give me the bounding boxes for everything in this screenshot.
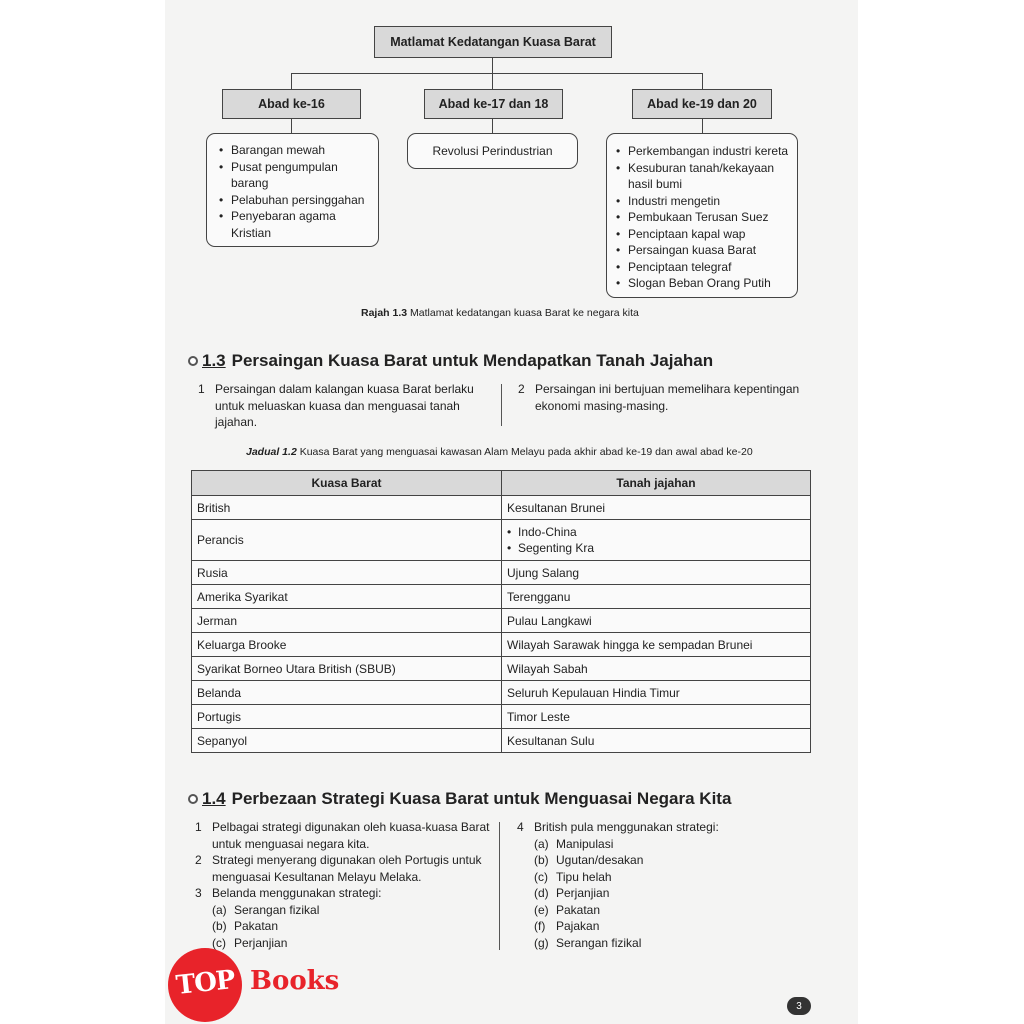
connector-line (291, 73, 292, 89)
paragraph (195, 852, 495, 885)
list-item-text: Pakatan (556, 902, 601, 917)
branch-content-box (407, 133, 578, 169)
list-item-text: Ugutan/desakan (556, 853, 644, 867)
list-item-label: (a) (534, 836, 549, 851)
strategy-list (195, 902, 495, 952)
paragraph (195, 819, 495, 852)
section-title: Persaingan Kuasa Barat untuk Mendapatkan Tanah Jajahan (231, 351, 714, 370)
list-item-text: Serangan fizikal (234, 902, 320, 917)
list-item (534, 885, 807, 902)
page-number: 3 (796, 1000, 802, 1012)
list-item (212, 902, 495, 919)
list-item (534, 852, 807, 869)
list-item-label: (c) (534, 869, 548, 884)
list-item-text: Pakatan (234, 919, 279, 933)
figure-caption-text: Matlamat kedatangan kuasa Barat ke negara kita (410, 307, 639, 319)
table-cell-power: Sepanyol (192, 729, 502, 753)
branch-item: Revolusi Perindustrian (432, 143, 553, 158)
list-item-label: (b) (212, 919, 227, 933)
list-item (534, 869, 807, 886)
figure-caption (361, 307, 639, 319)
topbooks-logo (168, 948, 348, 1022)
paragraph (518, 381, 808, 414)
section-title: Perbezaan Strategi Kuasa Barat untuk Menguasai Negara Kita (231, 789, 732, 808)
list-item-text: Serangan fizikal (556, 935, 642, 950)
table-cell-territory: Kesultanan Brunei (502, 496, 811, 520)
list-item-text: Tipu helah (556, 869, 612, 884)
section-bullet-icon (188, 356, 198, 366)
branch-title-box (424, 89, 563, 119)
paragraph (195, 885, 495, 951)
section-number: 1.4 (202, 789, 226, 808)
column-divider (501, 384, 502, 426)
territory-item: • Segenting Kra (507, 540, 805, 556)
branch-item: • Kesuburan tanah/kekayaan hasil bumi (616, 160, 789, 193)
table-cell-territory: Timor Leste (502, 705, 811, 729)
paragraph (198, 381, 488, 431)
table-cell-power: Portugis (192, 705, 502, 729)
list-item (534, 918, 807, 935)
branch-item: • Barangan mewah (219, 142, 368, 159)
connector-line (492, 119, 493, 133)
table-header-cell: Tanah jajahan (502, 471, 811, 496)
table-cell-territory: Kesultanan Sulu (502, 729, 811, 753)
section-heading (188, 789, 731, 809)
branch-title-label: Abad ke-17 dan 18 (438, 97, 549, 111)
list-item (534, 935, 807, 952)
paragraph-text: Strategi menyerang digunakan oleh Portugis untuk menguasai Kesultanan Melayu Melaka. (212, 853, 482, 884)
branch-item: • Pelabuhan persinggahan (219, 192, 368, 209)
branch-title-box (222, 89, 361, 119)
branch-item: • Persaingan kuasa Barat (616, 242, 789, 259)
table-cell-territory: Pulau Langkawi (502, 609, 811, 633)
branch-title-label: Abad ke-16 (258, 97, 325, 111)
section-bullet-icon (188, 794, 198, 804)
paragraph-text: Pelbagai strategi digunakan oleh kuasa-kuasa Barat untuk menguasai negara kita. (212, 820, 490, 851)
diagram-root-box (374, 26, 612, 58)
table-row (192, 633, 811, 657)
table-cell-territory: Wilayah Sarawak hingga ke sempadan Brunei (502, 633, 811, 657)
table-cell-territory: Seluruh Kepulauan Hindia Timur (502, 681, 811, 705)
paragraph-text: British pula menggunakan strategi: (534, 820, 719, 834)
branch-title-box (632, 89, 772, 119)
list-item (534, 836, 807, 853)
connector-line (291, 73, 703, 74)
list-item-text: Manipulasi (556, 836, 614, 851)
branch-item: • Perkembangan industri kereta (616, 143, 789, 160)
table-cell-power: Amerika Syarikat (192, 585, 502, 609)
list-item-label: (f) (534, 919, 546, 933)
paragraph-number: 2 (518, 382, 525, 396)
connector-line (702, 119, 703, 133)
list-item-label: (a) (212, 902, 227, 917)
table-row (192, 609, 811, 633)
territory-item: • Indo-China (507, 524, 805, 540)
branch-item: • Penciptaan telegraf (616, 259, 789, 276)
branch-item: • Industri mengetin (616, 193, 789, 210)
page-number-badge (787, 997, 811, 1015)
branch-item: • Pembukaan Terusan Suez (616, 209, 789, 226)
list-item-text: Perjanjian (556, 886, 610, 900)
list-item (212, 918, 495, 935)
branch-content-box (206, 133, 379, 247)
column-divider (499, 822, 500, 950)
data-table (191, 470, 811, 753)
table-cell-power: Keluarga Brooke (192, 633, 502, 657)
list-item-text: Pajakan (556, 919, 600, 933)
branch-title-label: Abad ke-19 dan 20 (647, 97, 757, 111)
table-header-cell: Kuasa Barat (192, 471, 502, 496)
branch-item: • Penciptaan kapal wap (616, 226, 789, 243)
table-cell-territory (502, 520, 811, 561)
list-item-text: Perjanjian (234, 935, 288, 950)
branch-item: • Penyebaran agama Kristian (219, 208, 368, 241)
paragraph-text: Belanda menggunakan strategi: (212, 886, 382, 900)
branch-item: • Slogan Beban Orang Putih (616, 275, 789, 292)
paragraph-text: Persaingan dalam kalangan kuasa Barat berlaku untuk meluaskan kuasa dan menguasai tanah jajahan. (215, 382, 474, 429)
paragraph-number: 1 (198, 382, 205, 396)
table-row (192, 496, 811, 520)
figure-caption-label: Rajah 1.3 (361, 307, 408, 319)
list-item-label: (e) (534, 902, 549, 917)
logo-top-text: TOP (174, 965, 236, 1001)
section-heading (188, 351, 713, 371)
paragraph (517, 819, 807, 951)
connector-line (492, 73, 493, 89)
table-caption-text: Kuasa Barat yang menguasai kawasan Alam Melayu pada akhir abad ke-19 dan awal abad ke-20 (299, 446, 753, 458)
territory-list (507, 524, 805, 556)
table-row (192, 681, 811, 705)
branch-content-box (606, 133, 798, 298)
table-cell-territory: Ujung Salang (502, 561, 811, 585)
logo-books-text: Books (250, 966, 340, 996)
list-item-label: (c) (212, 935, 226, 950)
table-row (192, 729, 811, 753)
table-cell-power: Jerman (192, 609, 502, 633)
table-cell-power: Syarikat Borneo Utara British (SBUB) (192, 657, 502, 681)
list-item-label: (b) (534, 853, 549, 867)
table-cell-power: Belanda (192, 681, 502, 705)
table-row (192, 705, 811, 729)
table-header-row (192, 471, 811, 496)
table-cell-territory: Terengganu (502, 585, 811, 609)
connector-line (291, 119, 292, 133)
table-caption-label: Jadual 1.2 (246, 446, 297, 458)
table-row (192, 520, 811, 561)
connector-line (492, 58, 493, 73)
connector-line (702, 73, 703, 89)
list-item-label: (d) (534, 886, 549, 900)
section-number: 1.3 (202, 351, 226, 370)
paragraph-number: 1 (195, 820, 202, 834)
strategy-list (517, 836, 807, 952)
table-cell-power: Perancis (192, 520, 502, 561)
table-row (192, 585, 811, 609)
paragraph-number: 3 (195, 886, 202, 900)
diagram-root-label: Matlamat Kedatangan Kuasa Barat (390, 35, 596, 49)
list-item-label: (g) (534, 935, 549, 950)
paragraph-number: 2 (195, 853, 202, 867)
table-row (192, 657, 811, 681)
branch-item: • Pusat pengumpulan barang (219, 159, 368, 192)
table-caption (246, 446, 753, 458)
paragraph-text: Persaingan ini bertujuan memelihara kepentingan ekonomi masing-masing. (535, 382, 800, 413)
table-cell-power: Rusia (192, 561, 502, 585)
table-cell-territory: Wilayah Sabah (502, 657, 811, 681)
table-row (192, 561, 811, 585)
table-cell-power: British (192, 496, 502, 520)
list-item (534, 902, 807, 919)
paragraph-number: 4 (517, 820, 524, 834)
